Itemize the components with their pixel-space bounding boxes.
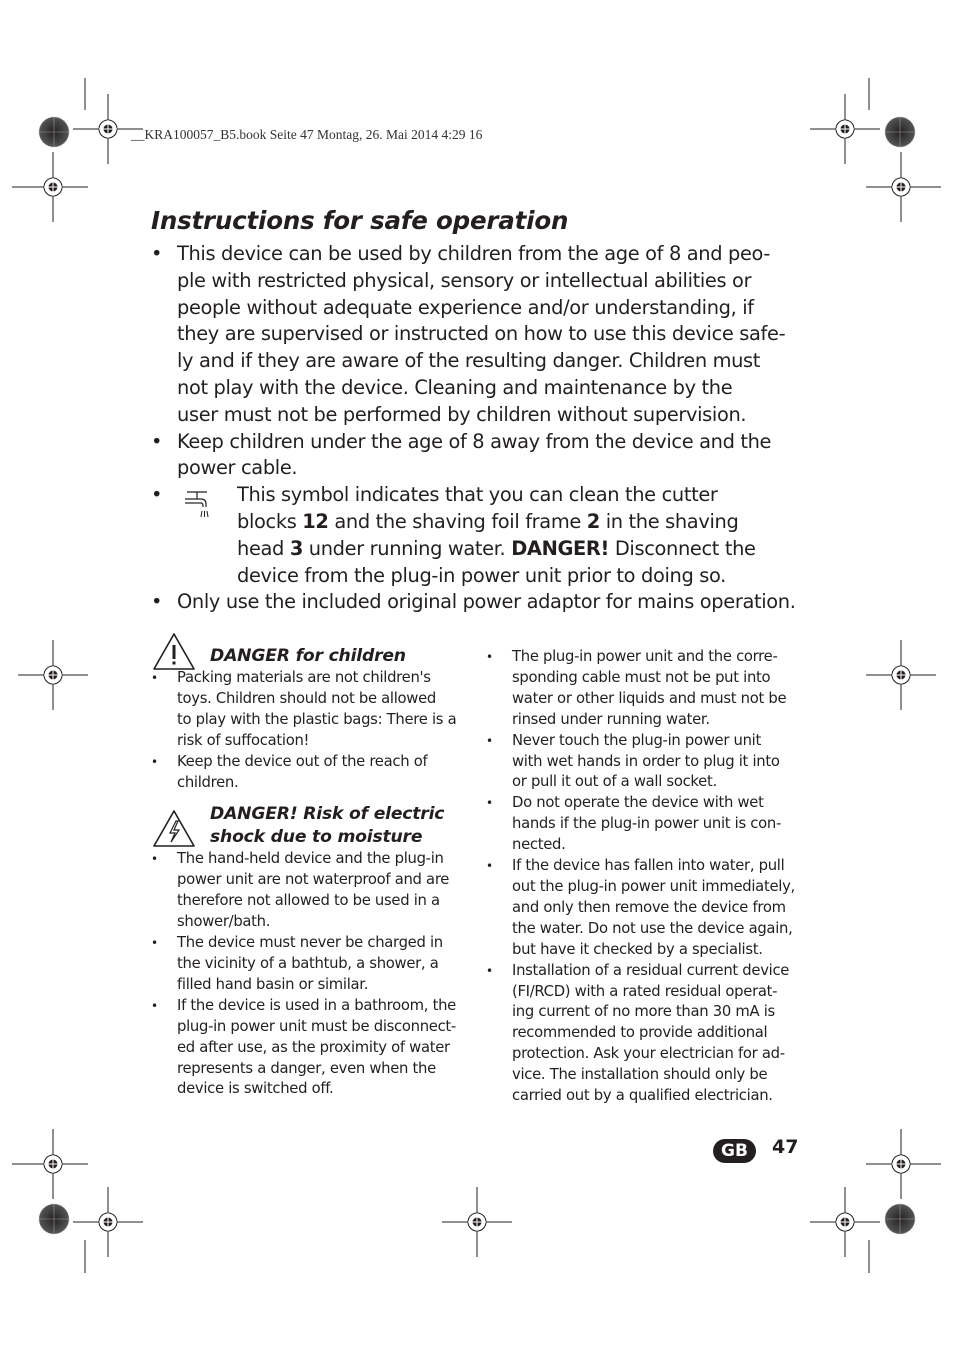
registration-mark (18, 640, 88, 710)
right-column (486, 647, 816, 1107)
country-badge: GB (713, 1139, 756, 1163)
color-target-mark (39, 1204, 69, 1234)
danger-children-title: DANGER for children (210, 646, 406, 666)
list-item: • The plug-in power unit and the corre- sponding cable must not be put into water or other liquids and must not be rinsed under running water. (486, 647, 816, 731)
color-target-mark (885, 1204, 915, 1234)
print-file-header: __KRA100057_B5.book Seite 47 Montag, 26. Mai 2014 4:29 16 (131, 127, 483, 142)
left-column (151, 632, 481, 1100)
color-target-mark (885, 117, 915, 147)
danger-electric-list (151, 849, 481, 1100)
water-safety-list (486, 647, 816, 1107)
danger-children-list (151, 668, 481, 793)
danger-electric-title-line: shock due to moisture (210, 827, 423, 848)
list-item: • The device must never be charged in the vicinity of a bathtub, a shower, a filled hand basin or similar. (151, 933, 481, 996)
registration-mark (18, 1129, 88, 1199)
page-number: 47 (772, 1136, 799, 1158)
list-item: • This device can be used by children from the age of 8 and peo- ple with restricted physical, sensory or intellectual abilities or people without adequate experience and/or understanding, if they are supervised or instructed on how to use this device safe- ly and if they are aware of the resulting danger. Children must not play with the device. Cleaning and maintenance by the user must not be performed by children without supervision. (151, 241, 811, 429)
registration-mark (18, 152, 88, 222)
danger-children-heading (151, 632, 481, 668)
page-title: Instructions for safe operation (151, 206, 569, 235)
color-target-mark (39, 117, 69, 147)
list-item: • Only use the included original power adaptor for mains operation. (151, 589, 811, 616)
safety-instructions-list (151, 241, 811, 616)
registration-mark (866, 640, 936, 710)
list-item: • Packing materials are not children's toys. Children should not be allowed to play with the plastic bags: There is a risk of suffocation! (151, 668, 481, 752)
list-item: • The hand-held device and the plug-in power unit are not waterproof and are therefore not allowed to be used in a shower/bath. (151, 849, 481, 933)
danger-electric-title-line: DANGER! Risk of electric (210, 804, 445, 825)
list-item: • If the device is used in a bathroom, the plug-in power unit must be disconnect- ed after use, as the proximity of water represents a danger, even when the device is switched off. (151, 996, 481, 1101)
list-item: • Keep the device out of the reach of children. (151, 752, 481, 794)
danger-electric-heading (151, 803, 481, 849)
list-item: • Do not operate the device with wet hands if the plug-in power unit is con- nected. (486, 793, 816, 856)
registration-mark (866, 152, 936, 222)
list-item: • Installation of a residual current device (FI/RCD) with a rated residual operat- ing current of no more than 30 mA is recommended to provide additional protection. Ask your electrician for ad- vice. The installation should only be carried out by a qualified electrician. (486, 961, 816, 1107)
list-item: • Never touch the plug-in power unit with wet hands in order to plug it into or pull it out of a wall socket. (486, 731, 816, 794)
registration-mark (866, 1129, 936, 1199)
running-water-icon (179, 486, 219, 526)
list-item: • If the device has fallen into water, pull out the plug-in power unit immediately, and only then remove the device from the water. Do not use the device again, but have it checked by a specialist. (486, 856, 816, 961)
registration-mark (73, 1187, 143, 1257)
list-item: • Keep children under the age of 8 away from the device and the power cable. (151, 429, 811, 483)
warning-triangle-icon (152, 632, 196, 672)
electric-shock-warning-icon (152, 809, 196, 849)
registration-mark (442, 1187, 512, 1257)
list-item-water-symbol: • This symbol indicates that you can clean the cutter blocks 12 and the shaving foil frame 2 in the shaving head 3 under running water. DANGER! Disconnect the device from the plug-in power unit prior to doing so. (151, 482, 811, 589)
